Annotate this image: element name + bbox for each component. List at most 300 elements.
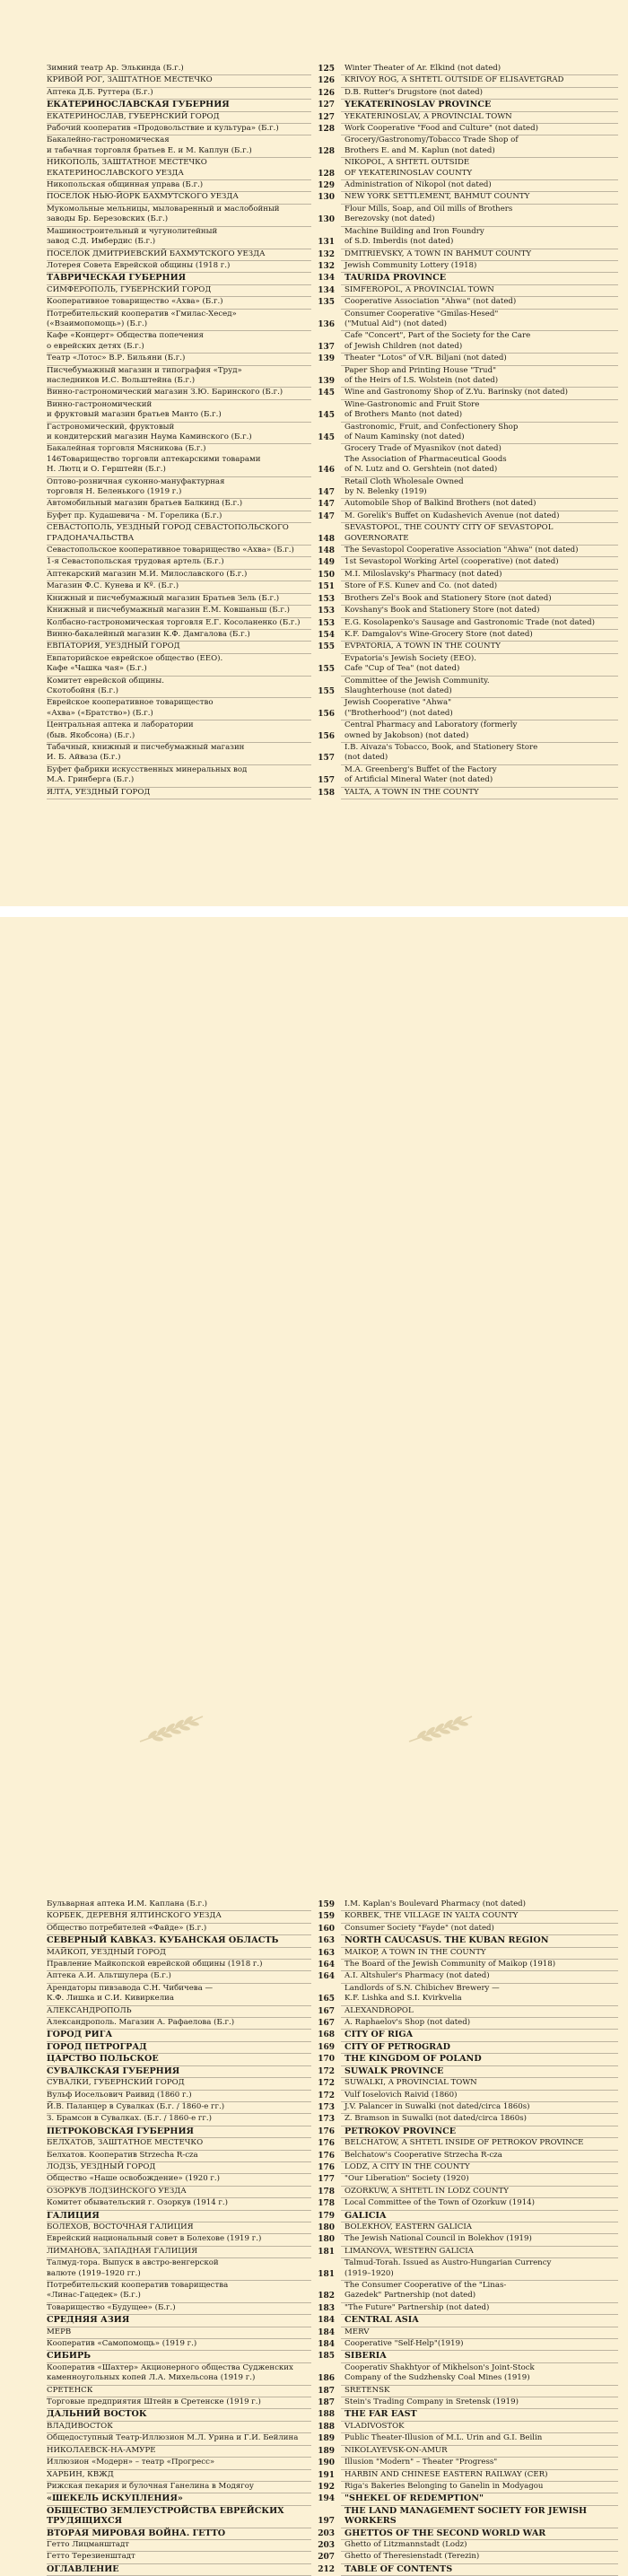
toc-title-ru: ВЛАДИВОСТОК bbox=[47, 2422, 311, 2433]
toc-title-ru: Рабочий кооператив «Продовольствие и культура» (Б.г.) bbox=[47, 124, 311, 135]
toc-title-en: LIMANOVA, WESTERN GALICIA bbox=[341, 2247, 618, 2258]
toc-entry bbox=[47, 75, 618, 87]
toc-entry bbox=[47, 2339, 618, 2351]
toc-entry bbox=[47, 581, 618, 593]
toc-list-2 bbox=[47, 1899, 618, 2576]
toc-title-en: M. Gorelik's Buffet on Kudashevich Avenue (not dated) bbox=[341, 511, 618, 523]
toc-title-en: Machine Building and Iron Foundry of S.D. Imberdis (not dated) bbox=[341, 227, 618, 249]
toc-title-ru: Буфет фабрики искусственных минеральных вод М.А. Гринберга (Б.г.) bbox=[47, 765, 311, 788]
toc-page-number: 130 bbox=[318, 193, 335, 203]
toc-page-number: 173 bbox=[318, 2115, 335, 2125]
toc-title-ru: Общество «Наше освобождение» (1920 г.) bbox=[47, 2174, 311, 2186]
toc-title-en: Retail Cloth Wholesale Owned by N. Belenky (1919) bbox=[341, 477, 618, 500]
toc-title-ru: Севастопольское кооперативное товарищество «Ахва» (Б.г.) bbox=[47, 546, 311, 557]
toc-entry bbox=[47, 2091, 618, 2102]
toc-title-en: BOLEKHOV, EASTERN GALICIA bbox=[341, 2222, 618, 2234]
toc-title-ru: Товарищество «Будущее» (Б.г.) bbox=[47, 2303, 311, 2315]
toc-title-ru: Писчебумажный магазин и типография «Труд» наследников И.С. Вольштейна (Б.г.) bbox=[47, 366, 311, 389]
toc-title-ru: Еврейское кооперативное товарищество «Ахва» («Братство») (Б.г.) bbox=[47, 698, 311, 720]
toc-title-en: Public Theater-Illusion of M.L. Urin and G.I. Beilin bbox=[341, 2433, 618, 2445]
toc-title-en: A. Raphaelov's Shop (not dated) bbox=[341, 2018, 618, 2030]
toc-title-en: Local Committee of the Town of Ozorkuw (1914) bbox=[341, 2198, 618, 2210]
toc-page-number: 147 bbox=[318, 511, 335, 521]
toc-title-en: Wine and Gastronomy Shop of Z.Yu. Barinsky (not dated) bbox=[341, 388, 618, 399]
toc-entry bbox=[47, 124, 618, 135]
toc-page-number: 190 bbox=[318, 2458, 335, 2468]
toc-title-en: YEKATERINOSLAV, A PROVINCIAL TOWN bbox=[341, 112, 618, 124]
toc-page-number: 163 bbox=[318, 1948, 335, 1958]
toc-title-en: NORTH CAUCASUS. THE KUBAN REGION bbox=[341, 1935, 618, 1947]
toc-title-en: Ghetto of Litzmannstadt (Lodz) bbox=[341, 2540, 618, 2552]
toc-title-ru: Буфет пр. Кудашевича - М. Горелика (Б.г.) bbox=[47, 511, 311, 523]
toc-title-ru: ХАРБИН, КВЖД bbox=[47, 2470, 311, 2482]
toc-title-ru: СИМФЕРОПОЛЬ, ГУБЕРНСКИЙ ГОРОД bbox=[47, 285, 311, 297]
toc-page-number: 157 bbox=[318, 776, 335, 786]
toc-title-en: HARBIN AND CHINESE EASTERN RAILWAY (CER) bbox=[341, 2470, 618, 2482]
toc-entry bbox=[47, 2042, 618, 2054]
toc-title-ru: «ШЕКЕЛЬ ИСКУПЛЕНИЯ» bbox=[47, 2493, 311, 2505]
toc-entry bbox=[47, 2506, 618, 2528]
toc-title-ru: ПОСЕЛОК НЬЮ-ЙОРК БАХМУТСКОГО УЕЗДА bbox=[47, 192, 311, 204]
toc-title-ru: Торговые предприятия Штейн в Сретенске (1919 г.) bbox=[47, 2397, 311, 2409]
toc-title-en: ALEXANDROPOL bbox=[341, 2006, 618, 2018]
toc-page-number: 188 bbox=[318, 2422, 335, 2432]
toc-title-en: I.M. Kaplan's Boulevard Pharmacy (not dated) bbox=[341, 1899, 618, 1911]
toc-entry bbox=[47, 2114, 618, 2126]
toc-page-number: 126 bbox=[318, 76, 335, 86]
toc-entry bbox=[47, 180, 618, 192]
toc-page-number: 127 bbox=[318, 100, 335, 110]
toc-entry bbox=[47, 642, 618, 653]
toc-page-number: 160 bbox=[318, 1924, 335, 1934]
toc-page-number: 148 bbox=[318, 546, 335, 556]
toc-title-en: GHETTOS OF THE SECOND WORLD WAR bbox=[341, 2528, 618, 2540]
toc-title-en: D.B. Rutter's Drugstore (not dated) bbox=[341, 88, 618, 100]
toc-entry bbox=[47, 135, 618, 158]
toc-title-en: Jewish Cooperative "Ahwa" ("Brotherhood") (not dated) bbox=[341, 698, 618, 720]
toc-entry bbox=[47, 205, 618, 227]
toc-title-ru: Винно-бакалейный магазин К.Ф. Дамгалова (Б.г.) bbox=[47, 630, 311, 642]
toc-entry bbox=[47, 2458, 618, 2469]
toc-page-number: 168 bbox=[318, 2030, 335, 2040]
toc-page-number: 164 bbox=[318, 1972, 335, 1982]
toc-title-en: VLADIVOSTOK bbox=[341, 2422, 618, 2433]
toc-page-number: 155 bbox=[318, 665, 335, 675]
toc-page-number: 178 bbox=[318, 2199, 335, 2209]
toc-page-number: 184 bbox=[318, 2327, 335, 2337]
toc-page-number: 181 bbox=[318, 2247, 335, 2257]
toc-entry bbox=[47, 594, 618, 606]
toc-title-ru: Потребительский кооператив «Гмилас-Хесед» («Взаимопомощь») (Б.г.) bbox=[47, 310, 311, 332]
toc-title-ru: ЕКАТЕРИНОСЛАВСКАЯ ГУБЕРНИЯ bbox=[47, 100, 311, 111]
toc-title-en: KORBEK, THE VILLAGE IN YALTA COUNTY bbox=[341, 1911, 618, 1923]
toc-page-number: 180 bbox=[318, 2235, 335, 2245]
toc-entry bbox=[47, 654, 618, 677]
toc-title-ru: Вульф Иосельович Раивид (1860 г.) bbox=[47, 2091, 311, 2102]
toc-title-ru: СУВАЛКСКАЯ ГУБЕРНИЯ bbox=[47, 2066, 311, 2078]
toc-entry bbox=[47, 2363, 618, 2386]
toc-entry bbox=[47, 297, 618, 309]
toc-title-en: Kovshany's Book and Stationery Store (not dated) bbox=[341, 606, 618, 617]
toc-title-en: CITY OF RIGA bbox=[341, 2030, 618, 2041]
toc-entry bbox=[47, 310, 618, 332]
toc-title-ru: Иллюзион «Модерн» – театр «Прогресс» bbox=[47, 2458, 311, 2469]
toc-entry bbox=[47, 2315, 618, 2327]
toc-title-en: Cooperativ Shakhtyor of Mikhelson's Joint-Stock Company of the Sudzhensky Coal Mines (1919) bbox=[341, 2363, 618, 2386]
toc-title-en: SIBERIA bbox=[341, 2351, 618, 2362]
toc-title-en: "The Future" Partnership (not dated) bbox=[341, 2303, 618, 2315]
toc-entry bbox=[47, 2258, 618, 2281]
toc-page-number: 130 bbox=[318, 215, 335, 225]
toc-entry bbox=[47, 400, 618, 423]
toc-title-en: Consumer Society "Fayde" (not dated) bbox=[341, 1924, 618, 1935]
toc-title-en: Jewish Community Lottery (1918) bbox=[341, 261, 618, 273]
toc-title-en: Landlords of S.N. Chibichev Brewery — K.F. Lishka and S.I. Kvirkvelia bbox=[341, 1984, 618, 2006]
toc-title-en: J.V. Palancer in Suwalki (not dated/circa 1860s) bbox=[341, 2102, 618, 2114]
toc-entry bbox=[47, 765, 618, 788]
toc-page-number: 126 bbox=[318, 88, 335, 98]
toc-entry bbox=[47, 227, 618, 249]
toc-page-number: 176 bbox=[318, 2126, 335, 2136]
toc-title-en: Illusion "Modern" – Theater "Progress" bbox=[341, 2458, 618, 2469]
toc-page-number: 149 bbox=[318, 558, 335, 568]
toc-page-number: 176 bbox=[318, 2162, 335, 2172]
toc-page-number: 145 bbox=[318, 389, 335, 398]
toc-entry bbox=[47, 2303, 618, 2315]
toc-entry bbox=[47, 2066, 618, 2078]
toc-page-number: 134 bbox=[318, 285, 335, 295]
toc-title-ru: Общество потребителей «Файде» (Б.г.) bbox=[47, 1924, 311, 1935]
toc-title-ru: ТАВРИЧЕСКАЯ ГУБЕРНИЯ bbox=[47, 273, 311, 284]
toc-page-number: 134 bbox=[318, 274, 335, 284]
toc-title-en: I.B. Aivaza's Tobacco, Book, and Stationery Store (not dated) bbox=[341, 743, 618, 765]
toc-title-en: Consumer Cooperative "Gmilas-Hesed" ("Mutual Aid") (not dated) bbox=[341, 310, 618, 332]
toc-entry bbox=[47, 331, 618, 354]
toc-title-en: Cooperative "Self-Help"(1919) bbox=[341, 2339, 618, 2351]
toc-title-en: Belchatow's Cooperative Strzecha R-cza bbox=[341, 2151, 618, 2162]
toc-title-en: Committee of the Jewish Community. Slaughterhouse (not dated) bbox=[341, 677, 618, 699]
toc-page-number: 139 bbox=[318, 376, 335, 386]
toc-entry bbox=[47, 2247, 618, 2258]
toc-title-ru: Комитет обывательский г. Озоркув (1914 г.) bbox=[47, 2198, 311, 2210]
toc-title-en: Evpatoria's Jewish Society (EEO). Cafe "Cup of Tea" (not dated) bbox=[341, 654, 618, 677]
toc-page-number: 180 bbox=[318, 2222, 335, 2232]
toc-title-en: Riga's Bakeries Belonging to Ganelin in Modyagou bbox=[341, 2482, 618, 2493]
toc-title-en: MAIKOP, A TOWN IN THE COUNTY bbox=[341, 1948, 618, 1960]
toc-page-number: 173 bbox=[318, 2102, 335, 2112]
toc-entry bbox=[47, 2126, 618, 2138]
toc-entry bbox=[47, 2493, 618, 2505]
toc-title-en: Automobile Shop of Balkind Brothers (not dated) bbox=[341, 499, 618, 511]
toc-page-number: 128 bbox=[318, 125, 335, 135]
toc-entry bbox=[47, 444, 618, 476]
toc-title-ru: Винно-гастрономический и фруктовый магазин братьев Манто (Б.г.) bbox=[47, 400, 311, 423]
toc-title-ru: Центральная аптека и лаборатории (быв. Якобсона) (Б.г.) bbox=[47, 720, 311, 743]
toc-entry bbox=[47, 2151, 618, 2162]
toc-title-ru: Театр «Лотос» В.Р. Бильяни (Б.г.) bbox=[47, 354, 311, 365]
toc-title-ru: Машиностроительный и чугунолитейный завод С.Д. Имбердис (Б.г.) bbox=[47, 227, 311, 249]
toc-page-number: 127 bbox=[318, 112, 335, 122]
toc-entry bbox=[47, 112, 618, 124]
toc-page-number: 145 bbox=[318, 411, 335, 421]
toc-page-number: 177 bbox=[318, 2175, 335, 2185]
toc-entry bbox=[47, 1935, 618, 1947]
toc-title-ru: ПОСЕЛОК ДМИТРИЕВСКИЙ БАХМУТСКОГО УЕЗДА bbox=[47, 249, 311, 261]
toc-page-number: 131 bbox=[318, 238, 335, 248]
toc-entry bbox=[47, 2433, 618, 2445]
toc-entry bbox=[47, 2552, 618, 2563]
toc-page-number: 184 bbox=[318, 2340, 335, 2350]
toc-entry bbox=[47, 499, 618, 511]
toc-entry bbox=[47, 2397, 618, 2409]
toc-title-en: YALTA, A TOWN IN THE COUNTY bbox=[341, 788, 618, 799]
toc-title-en: Vulf Ioselovich Raivid (1860) bbox=[341, 2091, 618, 2102]
toc-title-en: LODZ, A CITY IN THE COUNTY bbox=[341, 2162, 618, 2174]
toc-title-en: Grocery Trade of Myasnikov (not dated) The Association of Pharmaceutical Goods of N. Lutz and O. Gershtein (not dated) bbox=[341, 444, 618, 476]
toc-page-number: 129 bbox=[318, 181, 335, 191]
toc-title-ru: ГОРОД ПЕТРОГРАД bbox=[47, 2042, 311, 2054]
toc-title-en: 1st Sevastopol Working Artel (cooperative) (not dated) bbox=[341, 557, 618, 569]
toc-title-ru: СУВАЛКИ, ГУБЕРНСКИЙ ГОРОД bbox=[47, 2078, 311, 2090]
toc-entry bbox=[47, 2540, 618, 2552]
toc-page-number: 159 bbox=[318, 1900, 335, 1909]
toc-title-en: The Consumer Cooperative of the "Linas- Gazedek" Partnership (not dated) bbox=[341, 2281, 618, 2303]
toc-entry bbox=[47, 64, 618, 75]
toc-title-ru: Оптово-розничная суконно-мануфактурная торговля Н. Беленького (1919 г.) bbox=[47, 477, 311, 500]
toc-title-en: SIMFEROPOL, A PROVINCIAL TOWN bbox=[341, 285, 618, 297]
toc-page-number: 163 bbox=[318, 1936, 335, 1946]
toc-title-ru: СРЕДНЯЯ АЗИЯ bbox=[47, 2315, 311, 2327]
toc-page-number: 153 bbox=[318, 594, 335, 604]
toc-title-ru: ЛОДЗЬ, УЕЗДНЫЙ ГОРОД bbox=[47, 2162, 311, 2174]
toc-page-number: 145 bbox=[318, 433, 335, 442]
toc-title-ru: ВТОРАЯ МИРОВАЯ ВОЙНА. ГЕТТО bbox=[47, 2528, 311, 2540]
toc-entry bbox=[47, 2422, 618, 2433]
toc-title-ru: Евпаторийское еврейское общество (ЕЕО). Кафе «Чашка чая» (Б.г.) bbox=[47, 654, 311, 677]
toc-title-ru: Кафе «Концерт» Общества попечения о еврейских детях (Б.г.) bbox=[47, 331, 311, 354]
toc-title-ru: Бакалейная торговля Мясникова (Б.г.) 146Товарищество торговли аптекарскими товарами Н. Лютц и О. Герштейн (Б.г.) bbox=[47, 444, 311, 476]
toc-title-ru: Кооперативное товарищество «Ахва» (Б.г.) bbox=[47, 297, 311, 309]
toc-title-ru: Потребительский кооператив товарищества «Линас-Гацедек» (Б.г.) bbox=[47, 2281, 311, 2303]
toc-title-ru: Мукомольные мельницы, мыловаренный и маслобойный заводы Бр. Березовских (Б.г.) bbox=[47, 205, 311, 227]
toc-page-number: 155 bbox=[318, 686, 335, 696]
toc-title-ru: Автомобильный магазин братьев Балкинд (Б.г.) bbox=[47, 499, 311, 511]
toc-entry bbox=[47, 1924, 618, 1935]
toc-entry bbox=[47, 2198, 618, 2210]
toc-title-ru: БОЛЕХОВ, ВОСТОЧНАЯ ГАЛИЦИЯ bbox=[47, 2222, 311, 2234]
toc-entry bbox=[47, 2054, 618, 2065]
toc-entry bbox=[47, 557, 618, 569]
toc-title-ru: З. Брамсон в Сувалках. (Б.г. / 1860-е гг.) bbox=[47, 2114, 311, 2126]
toc-title-en: KRIVOY ROG, A SHTETL OUTSIDE OF ELISAVETGRAD bbox=[341, 75, 618, 87]
toc-page-number: 178 bbox=[318, 2187, 335, 2196]
toc-title-ru: Комитет еврейской общины. Скотобойня (Б.г.) bbox=[47, 677, 311, 699]
toc-title-en: YEKATERINOSLAV PROVINCE bbox=[341, 100, 618, 111]
toc-page-number: 156 bbox=[318, 709, 335, 719]
toc-entry bbox=[47, 366, 618, 389]
toc-title-ru: НИКОЛАЕВСК-НА-АМУРЕ bbox=[47, 2446, 311, 2458]
toc-entry bbox=[47, 2078, 618, 2090]
toc-title-en: SRETENSK bbox=[341, 2386, 618, 2397]
toc-page-number: 136 bbox=[318, 319, 335, 329]
toc-entry bbox=[47, 606, 618, 617]
toc-title-en: The Sevastopol Cooperative Association "Ahwa" (not dated) bbox=[341, 546, 618, 557]
toc-title-ru: БЕЛХАТОВ, ЗАШТАТНОЕ МЕСТЕЧКО bbox=[47, 2138, 311, 2150]
toc-page-number: 188 bbox=[318, 2410, 335, 2420]
toc-title-ru: ОБЩЕСТВО ЗЕМЛЕУСТРОЙСТВА ЕВРЕЙСКИХ ТРУДЯЩИХСЯ bbox=[47, 2506, 311, 2528]
toc-page-number: 181 bbox=[318, 2269, 335, 2279]
toc-entry bbox=[47, 2386, 618, 2397]
toc-page-2 bbox=[0, 917, 628, 2574]
toc-entry bbox=[47, 2018, 618, 2030]
toc-title-ru: Еврейский национальный совет в Болехове (1919 г.) bbox=[47, 2234, 311, 2246]
toc-title-ru: Бакалейно-гастрономическая и табачная торговля братьев Е. и М. Каплун (Б.г.) bbox=[47, 135, 311, 158]
toc-page-number: 146 bbox=[318, 466, 335, 476]
toc-entry bbox=[47, 618, 618, 630]
toc-page-number: 172 bbox=[318, 2066, 335, 2076]
toc-page-number: 172 bbox=[318, 2091, 335, 2100]
toc-page-number: 156 bbox=[318, 731, 335, 741]
toc-page-number: 187 bbox=[318, 2386, 335, 2396]
toc-entry bbox=[47, 2162, 618, 2174]
toc-page-number: 137 bbox=[318, 342, 335, 352]
toc-title-en: Cooperative Association "Ahwa" (not dated) bbox=[341, 297, 618, 309]
toc-title-ru: Общедоступный Театр-Иллюзион М.Л. Урина и Г.И. Бейлина bbox=[47, 2433, 311, 2445]
toc-title-ru: Магазин Ф.С. Кунева и Кº. (Б.г.) bbox=[47, 581, 311, 593]
toc-title-en: The Jewish National Council in Bolekhov (1919) bbox=[341, 2234, 618, 2246]
toc-title-ru: ПЕТРОКОВСКАЯ ГУБЕРНИЯ bbox=[47, 2126, 311, 2138]
toc-title-en: Ghetto of Theresienstadt (Terezin) bbox=[341, 2552, 618, 2563]
toc-title-ru: Книжный и писчебумажный магазин Братьев Зель (Б.г.) bbox=[47, 594, 311, 606]
toc-entry bbox=[47, 477, 618, 500]
toc-page-number: 194 bbox=[318, 2494, 335, 2504]
toc-page-number: 191 bbox=[318, 2470, 335, 2480]
toc-entry bbox=[47, 2446, 618, 2458]
toc-page-number: 203 bbox=[318, 2540, 335, 2550]
toc-page-number: 189 bbox=[318, 2446, 335, 2456]
toc-title-en: Z. Bramson in Suwalki (not dated/circa 1860s) bbox=[341, 2114, 618, 2126]
toc-entry bbox=[47, 2030, 618, 2041]
toc-entry bbox=[47, 1971, 618, 1983]
toc-page-number: 207 bbox=[318, 2553, 335, 2563]
toc-title-en: CITY OF PETROGRAD bbox=[341, 2042, 618, 2054]
toc-title-en: SUWALKI, A PROVINCIAL TOWN bbox=[341, 2078, 618, 2090]
toc-title-en: Work Cooperative "Food and Culture" (not dated) bbox=[341, 124, 618, 135]
toc-title-ru: СРЕТЕНСК bbox=[47, 2386, 311, 2397]
toc-title-en: Flour Mills, Soap, and Oil mills of Brothers Berezovsky (not dated) bbox=[341, 205, 618, 227]
toc-entry bbox=[47, 158, 618, 180]
toc-entry bbox=[47, 2102, 618, 2114]
toc-title-ru: Гетто Терезиенштадт bbox=[47, 2552, 311, 2563]
toc-entry bbox=[47, 2234, 618, 2246]
toc-title-en: MERV bbox=[341, 2327, 618, 2339]
toc-entry bbox=[47, 88, 618, 100]
toc-title-ru: Книжный и писчебумажный магазин Е.М. Ковшаньш (Б.г.) bbox=[47, 606, 311, 617]
toc-title-en: THE LAND MANAGEMENT SOCIETY FOR JEWISH WORKERS bbox=[341, 2506, 618, 2528]
toc-title-en: THE FAR EAST bbox=[341, 2409, 618, 2421]
toc-entry bbox=[47, 2528, 618, 2540]
toc-title-en: Talmud-Torah. Issued as Austro-Hungarian Currency (1919–1920) bbox=[341, 2258, 618, 2281]
toc-title-ru: МАЙКОП, УЕЗДНЫЙ ГОРОД bbox=[47, 1948, 311, 1960]
toc-title-en: NIKOLAYEVSK-ON-AMUR bbox=[341, 2446, 618, 2458]
toc-title-ru: ОЗОРКУВ ЛОДЗИНСКОГО УЕЗДА bbox=[47, 2187, 311, 2198]
toc-entry bbox=[47, 2564, 618, 2576]
toc-page-number: 165 bbox=[318, 1995, 335, 2004]
toc-page-number: 182 bbox=[318, 2292, 335, 2301]
toc-title-ru: ЛИМАНОВА, ЗАПАДНАЯ ГАЛИЦИЯ bbox=[47, 2247, 311, 2258]
toc-title-en: BELCHATOW, A SHTETL INSIDE OF PETROKOV PROVINCE bbox=[341, 2138, 618, 2150]
toc-page-number: 176 bbox=[318, 2151, 335, 2161]
toc-page-number: 159 bbox=[318, 1912, 335, 1922]
toc-entry bbox=[47, 273, 618, 284]
toc-page-number: 132 bbox=[318, 261, 335, 271]
toc-title-ru: ЦАРСТВО ПОЛЬСКОЕ bbox=[47, 2054, 311, 2065]
toc-title-ru: Зимний театр Ар. Элькинда (Б.г.) bbox=[47, 64, 311, 75]
toc-page-number: 169 bbox=[318, 2042, 335, 2052]
toc-entry bbox=[47, 1948, 618, 1960]
toc-title-ru: Й.В. Паланцер в Сувалках (Б.г. / 1860-е гг.) bbox=[47, 2102, 311, 2114]
toc-page-number: 176 bbox=[318, 2139, 335, 2149]
toc-title-en: Paper Shop and Printing House "Trud" of the Heirs of I.S. Wolstein (not dated) bbox=[341, 366, 618, 389]
toc-title-ru: 1-я Севастопольская трудовая артель (Б.г.) bbox=[47, 557, 311, 569]
toc-page-number: 197 bbox=[318, 2517, 335, 2527]
toc-page-number: 184 bbox=[318, 2316, 335, 2326]
toc-entry bbox=[47, 2327, 618, 2339]
toc-page-number: 186 bbox=[318, 2374, 335, 2384]
toc-title-en: TABLE OF CONTENTS bbox=[341, 2564, 618, 2576]
wheat-sprig-left-icon bbox=[135, 1711, 206, 1747]
toc-title-en: K.F. Damgalov's Wine-Grocery Store (not dated) bbox=[341, 630, 618, 642]
toc-page-number: 183 bbox=[318, 2303, 335, 2313]
toc-title-ru: Александрополь. Магазин А. Рафаелова (Б.г.) bbox=[47, 2018, 311, 2030]
toc-page-number: 187 bbox=[318, 2398, 335, 2408]
toc-title-ru: Талмуд-тора. Выпуск в австро-венгерской валюте (1919–1920 гг.) bbox=[47, 2258, 311, 2281]
toc-page-number: 179 bbox=[318, 2211, 335, 2221]
toc-entry bbox=[47, 720, 618, 743]
toc-title-en: "Our Liberation" Society (1920) bbox=[341, 2174, 618, 2186]
toc-title-en: SUWALK PROVINCE bbox=[341, 2066, 618, 2078]
toc-entry bbox=[47, 192, 618, 204]
toc-entry bbox=[47, 354, 618, 365]
toc-entry bbox=[47, 249, 618, 261]
toc-title-ru: Аптека Д.Б. Руттера (Б.г.) bbox=[47, 88, 311, 100]
toc-title-en: TAURIDA PROVINCE bbox=[341, 273, 618, 284]
toc-title-en: Brothers Zel's Book and Stationery Store (not dated) bbox=[341, 594, 618, 606]
toc-title-ru: Аптекарский магазин М.И. Милославского (Б.г.) bbox=[47, 570, 311, 581]
toc-title-en: A.I. Altshuler's Pharmacy (not dated) bbox=[341, 1971, 618, 1983]
toc-page-number: 170 bbox=[318, 2055, 335, 2065]
toc-title-ru: Арендаторы пивзавода С.Н. Чибичева — К.Ф. Лишка и С.И. Кивиркелиа bbox=[47, 1984, 311, 2006]
toc-title-ru: ЕВПАТОРИЯ, УЕЗДНЫЙ ГОРОД bbox=[47, 642, 311, 653]
toc-entry bbox=[47, 2351, 618, 2362]
toc-title-en: Theater "Lotos" of V.R. Biljani (not dated) bbox=[341, 354, 618, 365]
toc-page-number: 203 bbox=[318, 2528, 335, 2538]
toc-title-en: CENTRAL ASIA bbox=[341, 2315, 618, 2327]
toc-entry bbox=[47, 2187, 618, 2198]
toc-title-en: Wine-Gastronomic and Fruit Store of Brothers Manto (not dated) bbox=[341, 400, 618, 423]
toc-title-en: Central Pharmacy and Laboratory (formerly owned by Jakobson) (not dated) bbox=[341, 720, 618, 743]
toc-page-number: 167 bbox=[318, 2019, 335, 2029]
toc-entry bbox=[47, 2281, 618, 2303]
toc-entry bbox=[47, 698, 618, 720]
toc-title-en: "SHEKEL OF REDEMPTION" bbox=[341, 2493, 618, 2505]
toc-entry bbox=[47, 630, 618, 642]
toc-page-number: 128 bbox=[318, 169, 335, 179]
toc-title-en: The Board of the Jewish Community of Maikop (1918) bbox=[341, 1960, 618, 1971]
toc-entry bbox=[47, 1911, 618, 1923]
toc-entry bbox=[47, 2222, 618, 2234]
toc-entry bbox=[47, 743, 618, 765]
